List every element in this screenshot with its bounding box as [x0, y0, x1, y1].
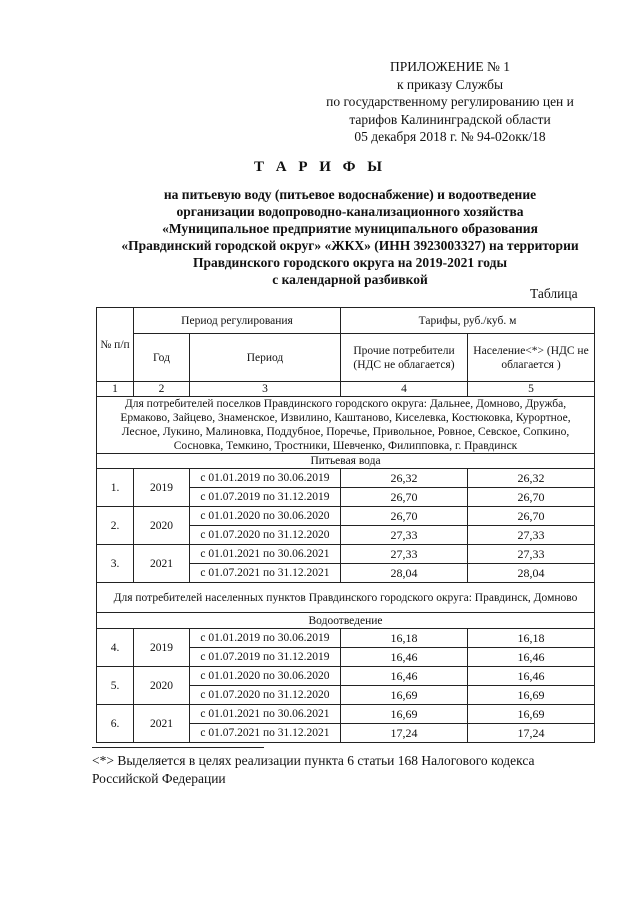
column-number: 1 — [97, 382, 134, 397]
section-service-row — [97, 613, 595, 629]
header-row — [97, 334, 595, 382]
row-others-value: 26,32 — [341, 469, 468, 488]
row-population-value: 27,33 — [468, 526, 595, 545]
row-others-value: 26,70 — [341, 507, 468, 526]
table-row — [97, 507, 595, 526]
header-population: Население<*> (НДС не облагается ) — [468, 334, 595, 382]
row-population-value: 17,24 — [468, 724, 595, 743]
row-period: с 01.01.2019 по 30.06.2019 — [190, 469, 341, 488]
table-row — [97, 545, 595, 564]
row-period: с 01.01.2021 по 30.06.2021 — [190, 705, 341, 724]
appendix-line: тарифов Калининградской области — [349, 111, 551, 127]
table-row — [97, 705, 595, 724]
row-year: 2021 — [134, 705, 190, 743]
appendix-line: к приказу Службы — [396, 76, 504, 92]
row-year: 2020 — [134, 667, 190, 705]
row-num: 6. — [97, 705, 134, 743]
appendix-block — [300, 58, 600, 146]
row-period: с 01.01.2020 по 30.06.2020 — [190, 507, 341, 526]
section2-service: Водоотведение — [97, 613, 595, 629]
header-others: Прочие потребители (НДС не облагается) — [341, 334, 468, 382]
row-year: 2020 — [134, 507, 190, 545]
section2-consumers: Для потребителей населенных пунктов Правдинского городского округа: Правдинск, Домново — [97, 583, 595, 613]
row-period: с 01.01.2020 по 30.06.2020 — [190, 667, 341, 686]
row-period: с 01.07.2020 по 31.12.2020 — [190, 526, 341, 545]
row-num: 4. — [97, 629, 134, 667]
row-num: 5. — [97, 667, 134, 705]
row-population-value: 26,70 — [468, 507, 595, 526]
row-others-value: 17,24 — [341, 724, 468, 743]
row-population-value: 16,46 — [468, 667, 595, 686]
table-row — [97, 469, 595, 488]
row-period: с 01.07.2019 по 31.12.2019 — [190, 488, 341, 507]
section1-service: Питьевая вода — [97, 454, 595, 469]
table-row — [97, 667, 595, 686]
row-period: с 01.01.2021 по 30.06.2021 — [190, 545, 341, 564]
section-consumers-row — [97, 583, 595, 613]
row-others-value: 27,33 — [341, 526, 468, 545]
row-others-value: 16,69 — [341, 686, 468, 705]
column-numbers-row — [97, 382, 595, 397]
row-period: с 01.07.2021 по 31.12.2021 — [190, 564, 341, 583]
section-consumers-row — [97, 397, 595, 454]
row-population-value: 26,32 — [468, 469, 595, 488]
header-year: Год — [134, 334, 190, 382]
row-population-value: 16,69 — [468, 686, 595, 705]
row-period: с 01.07.2021 по 31.12.2021 — [190, 724, 341, 743]
appendix-date-number: 05 декабря 2018 г. № 94-02окк/18 — [354, 129, 546, 145]
header-num: № п/п — [97, 308, 134, 382]
subtitle-line: Правдинского городского округа на 2019-2021 годы — [192, 255, 508, 270]
row-population-value: 16,18 — [468, 629, 595, 648]
row-population-value: 26,70 — [468, 488, 595, 507]
row-others-value: 26,70 — [341, 488, 468, 507]
header-period: Период — [190, 334, 341, 382]
row-population-value: 27,33 — [468, 545, 595, 564]
row-year: 2019 — [134, 629, 190, 667]
row-num: 3. — [97, 545, 134, 583]
table-label: Таблица — [530, 286, 578, 301]
footnote-divider — [92, 747, 264, 748]
footnote: <*> Выделяется в целях реализации пункта 6 статьи 168 Налогового кодекса Российской Федерации — [92, 753, 535, 786]
row-population-value: 16,46 — [468, 648, 595, 667]
column-number: 4 — [341, 382, 468, 397]
column-number: 5 — [468, 382, 595, 397]
subtitle-line: с календарной разбивкой — [272, 272, 428, 287]
row-others-value: 16,69 — [341, 705, 468, 724]
subtitle-line: «Правдинский городской округ» «ЖКХ» (ИНН 3923003327) на территории — [121, 238, 579, 253]
column-number: 3 — [190, 382, 341, 397]
document-subtitle — [80, 186, 620, 288]
appendix-title: ПРИЛОЖЕНИЕ № 1 — [389, 59, 511, 74]
subtitle-line: «Муниципальное предприятие муниципального образования — [162, 221, 538, 236]
column-number: 2 — [134, 382, 190, 397]
row-others-value: 27,33 — [341, 545, 468, 564]
subtitle-line: на питьевую воду (питьевое водоснабжение) и водоотведение — [163, 187, 537, 202]
header-period-group: Период регулирования — [134, 308, 341, 334]
header-tariffs-group: Тарифы, руб./куб. м — [341, 308, 595, 334]
header-row — [97, 308, 595, 334]
row-num: 1. — [97, 469, 134, 507]
row-num: 2. — [97, 507, 134, 545]
table-row — [97, 629, 595, 648]
row-year: 2019 — [134, 469, 190, 507]
section1-consumers: Для потребителей поселков Правдинского городского округа: Дальнее, Домново, Дружба, Ермаково, Зайцево, Знаменское, Извилино, Каштаново, Киселевка, Костюковка, Курортное, Лесное, Лукино, Малиновка, Поддубное, Поречье, Привольное, Ровное, Севское, Сопкино, Сосновка, Темкино, Тростники, Шевченко, Филипповка, г. Правдинск — [97, 397, 595, 454]
section-service-row — [97, 454, 595, 469]
subtitle-line: организации водопроводно-канализационного хозяйства — [176, 204, 524, 219]
row-others-value: 28,04 — [341, 564, 468, 583]
row-population-value: 28,04 — [468, 564, 595, 583]
row-others-value: 16,18 — [341, 629, 468, 648]
appendix-line: по государственному регулированию цен и — [326, 94, 574, 110]
row-population-value: 16,69 — [468, 705, 595, 724]
row-others-value: 16,46 — [341, 648, 468, 667]
tariffs-table — [96, 307, 595, 743]
row-period: с 01.07.2019 по 31.12.2019 — [190, 648, 341, 667]
row-period: с 01.07.2020 по 31.12.2020 — [190, 686, 341, 705]
row-year: 2021 — [134, 545, 190, 583]
row-others-value: 16,46 — [341, 667, 468, 686]
document-title: Т А Р И Ф Ы — [253, 159, 387, 175]
row-period: с 01.01.2019 по 30.06.2019 — [190, 629, 341, 648]
